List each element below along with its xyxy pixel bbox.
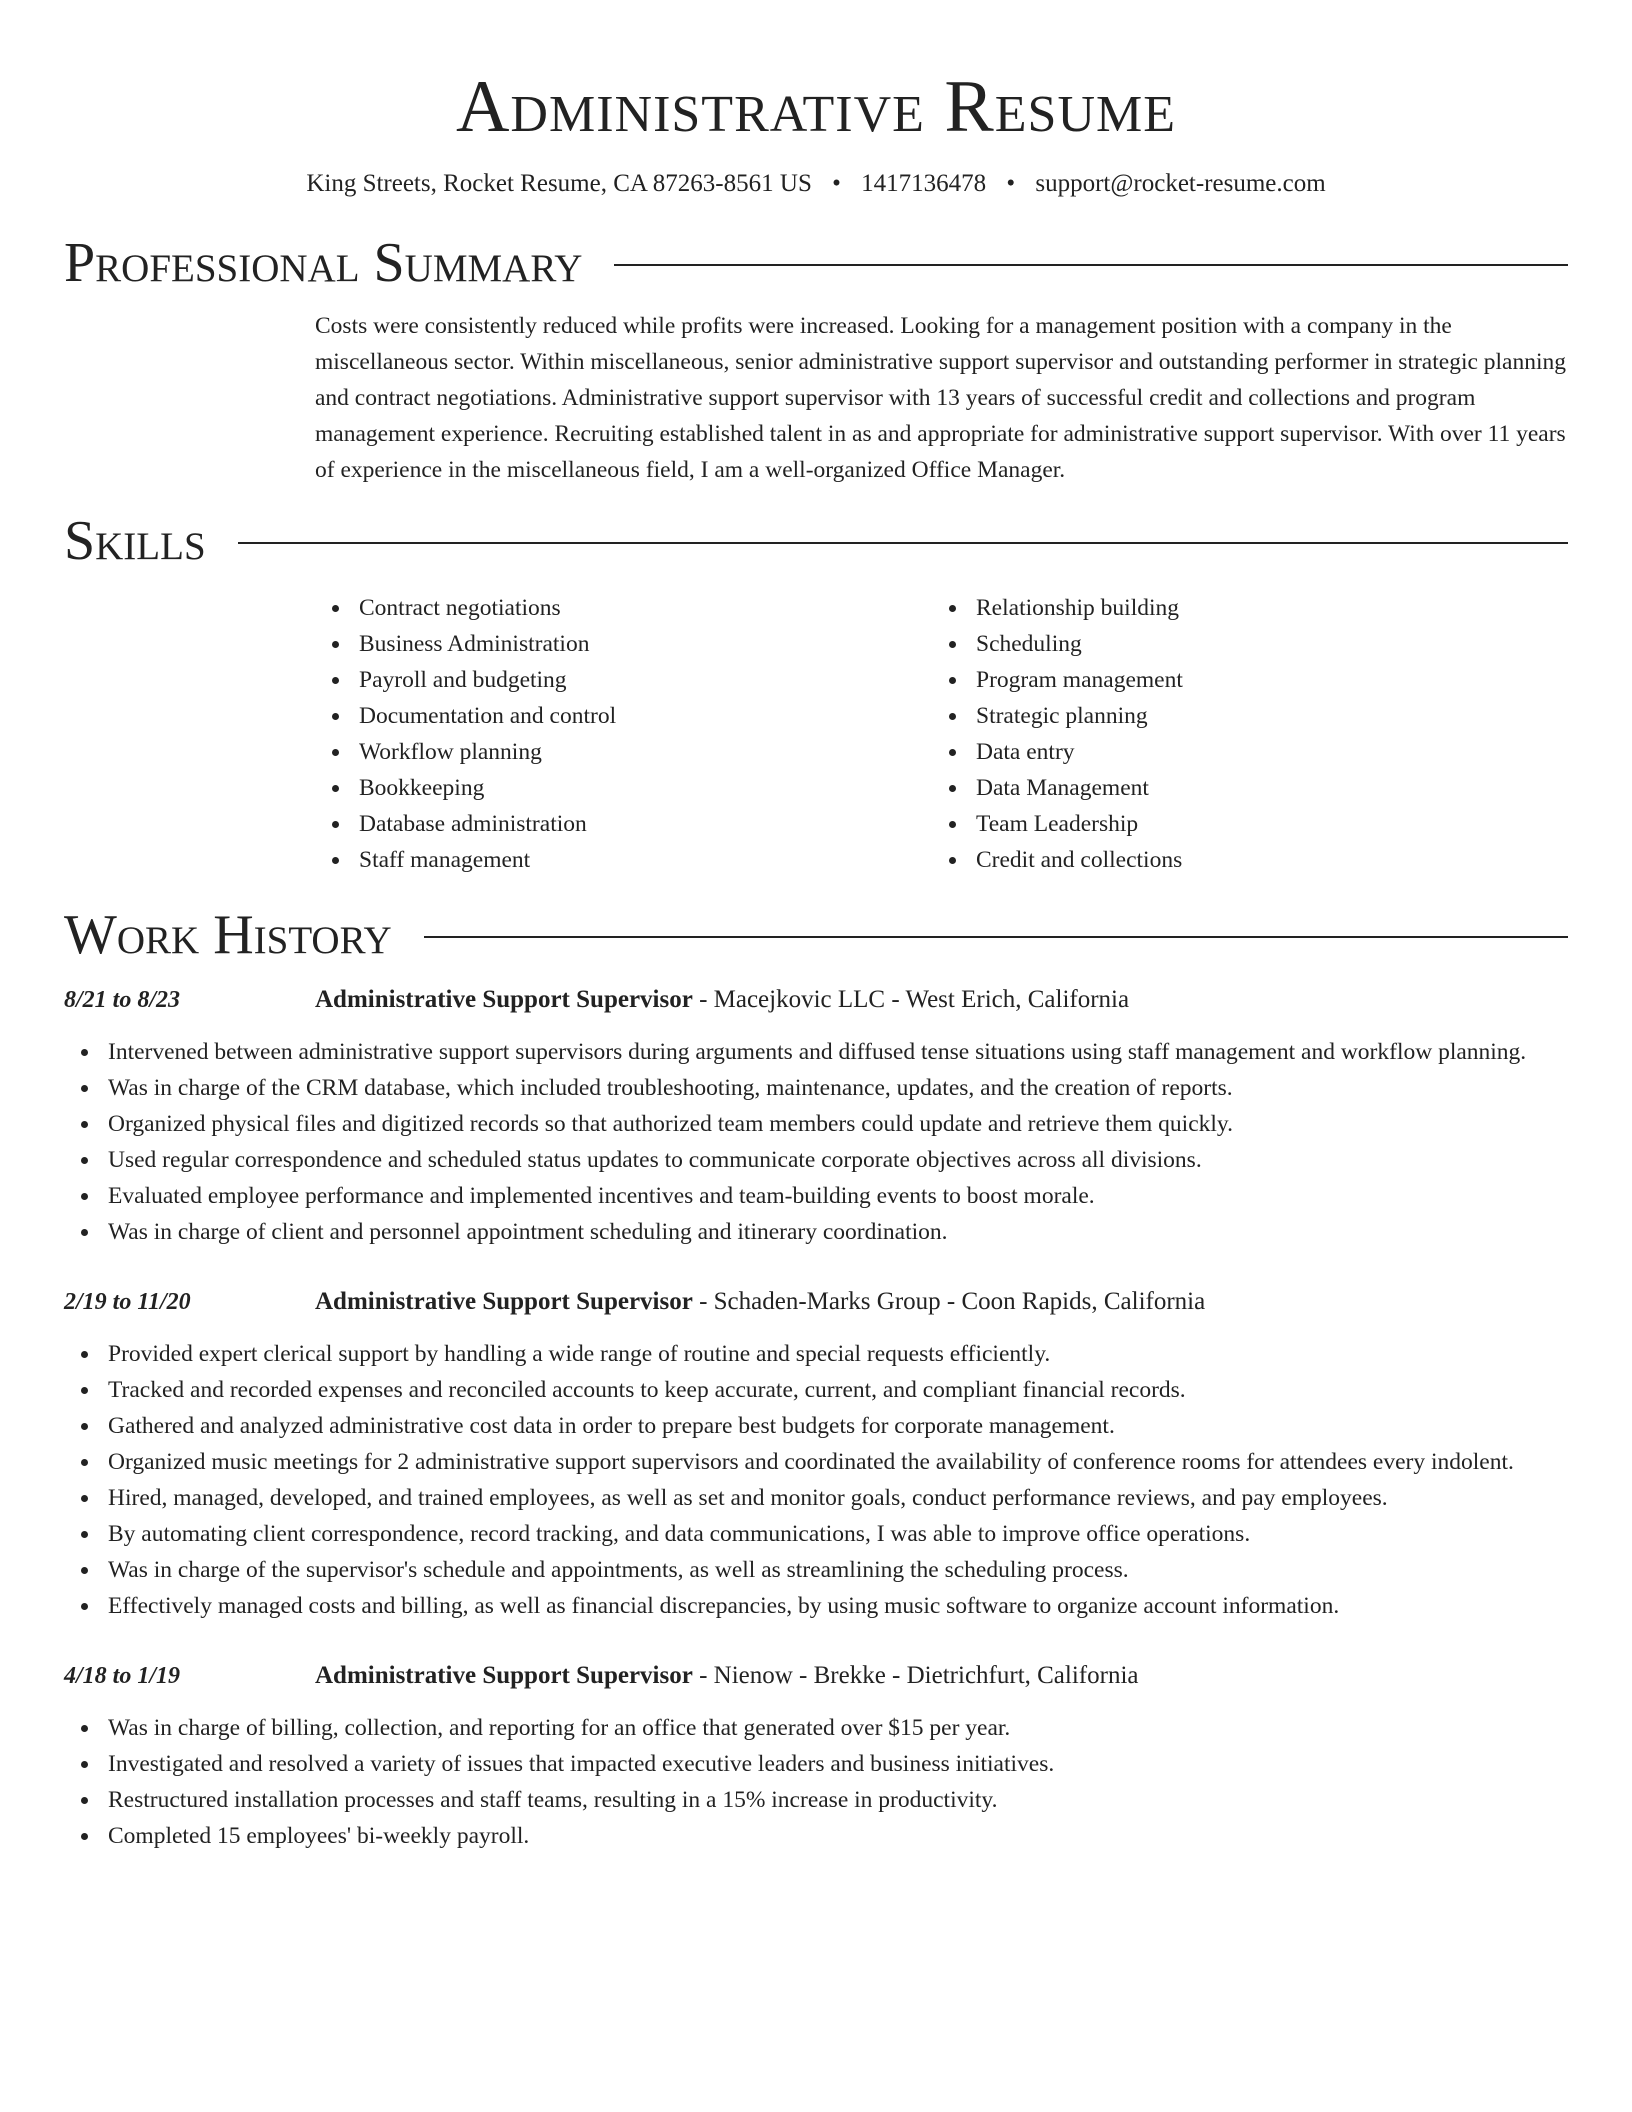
skill-item: Bookkeeping xyxy=(315,770,932,806)
job-duty: Was in charge of the supervisor's schedule and appointments, as well as streamlining the scheduling process. xyxy=(64,1552,1568,1588)
job-duty: Used regular correspondence and scheduled status updates to communicate corporate objectives across all divisions. xyxy=(64,1142,1568,1178)
job-title: Administrative Support Supervisor xyxy=(315,986,693,1013)
job-duty: Was in charge of client and personnel appointment scheduling and itinerary coordination. xyxy=(64,1214,1568,1250)
contact-email: support@rocket-resume.com xyxy=(1035,170,1326,197)
job-title: Administrative Support Supervisor xyxy=(315,1662,693,1689)
job-title-line xyxy=(315,1658,1139,1694)
summary-heading: Professional Summary xyxy=(64,232,583,294)
job-entry xyxy=(64,1284,1568,1624)
job-duty: Investigated and resolved a variety of issues that impacted executive leaders and business initiatives. xyxy=(64,1746,1568,1782)
job-header xyxy=(64,1658,1568,1694)
skills-column-left xyxy=(315,590,932,878)
job-duty: Provided expert clerical support by handling a wide range of routine and special requests efficiently. xyxy=(64,1336,1568,1372)
contact-address: King Streets, Rocket Resume, CA 87263-8561 US xyxy=(306,170,812,197)
job-company-location: - Macejkovic LLC - West Erich, California xyxy=(692,986,1130,1013)
job-duty: Was in charge of the CRM database, which included troubleshooting, maintenance, updates, and the creation of reports. xyxy=(64,1070,1568,1106)
contact-line xyxy=(64,168,1568,200)
skill-item: Team Leadership xyxy=(932,806,1549,842)
job-duties xyxy=(64,1034,1568,1250)
resume-title: Administrative Resume xyxy=(455,66,1177,148)
work-section-header xyxy=(64,904,1568,966)
job-duty: Hired, managed, developed, and trained employees, as well as set and monitor goals, conduct performance reviews, and pay employees. xyxy=(64,1480,1568,1516)
job-header xyxy=(64,1284,1568,1320)
skill-item: Data Management xyxy=(932,770,1549,806)
job-duties xyxy=(64,1710,1568,1854)
job-duty: Evaluated employee performance and implemented incentives and team-building events to boost morale. xyxy=(64,1178,1568,1214)
contact-separator: • xyxy=(1006,170,1016,197)
skill-item: Workflow planning xyxy=(315,734,932,770)
job-company-location: - Nienow - Brekke - Dietrichfurt, California xyxy=(692,1662,1139,1689)
summary-section-header xyxy=(64,232,1568,294)
job-entry xyxy=(64,982,1568,1250)
work-heading: Work History xyxy=(64,904,392,966)
skill-item: Relationship building xyxy=(932,590,1549,626)
job-duties xyxy=(64,1336,1568,1624)
skill-item: Database administration xyxy=(315,806,932,842)
section-divider xyxy=(614,264,1568,266)
job-company-location: - Schaden-Marks Group - Coon Rapids, California xyxy=(692,1288,1206,1315)
skill-item: Documentation and control xyxy=(315,698,932,734)
contact-separator: • xyxy=(832,170,841,197)
job-duty: Was in charge of billing, collection, and reporting for an office that generated over $15 per year. xyxy=(64,1710,1568,1746)
job-duty: Gathered and analyzed administrative cost data in order to prepare best budgets for corporate management. xyxy=(64,1408,1568,1444)
skills-section-header xyxy=(64,510,1568,572)
job-dates: 2/19 to 11/20 xyxy=(64,1289,191,1315)
job-title: Administrative Support Supervisor xyxy=(315,1288,693,1315)
skill-item: Payroll and budgeting xyxy=(315,662,932,698)
job-duty: Intervened between administrative support supervisors during arguments and diffused tense situations using staff management and workflow planning. xyxy=(64,1034,1568,1070)
skills-list xyxy=(315,590,1568,878)
job-duty: Restructured installation processes and staff teams, resulting in a 15% increase in productivity. xyxy=(64,1782,1568,1818)
summary-text: Costs were consistently reduced while profits were increased. Looking for a management position with a company in the miscellaneous sector. Within miscellaneous, senior administrative support supervisor and outstanding performer in strategic planning and contract negotiations. Administrative support supervisor with 13 years of successful credit and collections and program management experience. Recruiting established talent in as and appropriate for administrative support supervisor. With over 11 years of experience in the miscellaneous field, I am a well-organized Office Manager. xyxy=(315,313,1567,483)
resume-page xyxy=(64,0,1568,1854)
skill-item: Data entry xyxy=(932,734,1549,770)
job-header xyxy=(64,982,1568,1018)
skills-heading: Skills xyxy=(64,510,206,572)
skill-item: Scheduling xyxy=(932,626,1549,662)
skill-item: Contract negotiations xyxy=(315,590,932,626)
job-duty: Organized physical files and digitized records so that authorized team members could update and retrieve them quickly. xyxy=(64,1106,1568,1142)
job-duty: By automating client correspondence, record tracking, and data communications, I was able to improve office operations. xyxy=(64,1516,1568,1552)
skills-column-right xyxy=(932,590,1549,878)
skill-item: Staff management xyxy=(315,842,932,878)
job-duty: Organized music meetings for 2 administrative support supervisors and coordinated the availability of conference rooms for attendees every indolent. xyxy=(64,1444,1568,1480)
skill-item: Business Administration xyxy=(315,626,932,662)
job-title-line xyxy=(315,982,1129,1018)
contact-phone: 1417136478 xyxy=(861,170,987,197)
section-divider xyxy=(424,936,1568,938)
skill-item: Program management xyxy=(932,662,1549,698)
job-entry xyxy=(64,1658,1568,1854)
section-divider xyxy=(238,542,1568,544)
job-dates: 4/18 to 1/19 xyxy=(64,1663,181,1689)
job-dates: 8/21 to 8/23 xyxy=(64,987,181,1013)
job-duty: Completed 15 employees' bi-weekly payroll. xyxy=(64,1818,1568,1854)
skill-item: Strategic planning xyxy=(932,698,1549,734)
skill-item: Credit and collections xyxy=(932,842,1549,878)
job-duty: Tracked and recorded expenses and reconciled accounts to keep accurate, current, and compliant financial records. xyxy=(64,1372,1568,1408)
job-title-line xyxy=(315,1284,1205,1320)
job-duty: Effectively managed costs and billing, as well as financial discrepancies, by using music software to organize account information. xyxy=(64,1588,1568,1624)
